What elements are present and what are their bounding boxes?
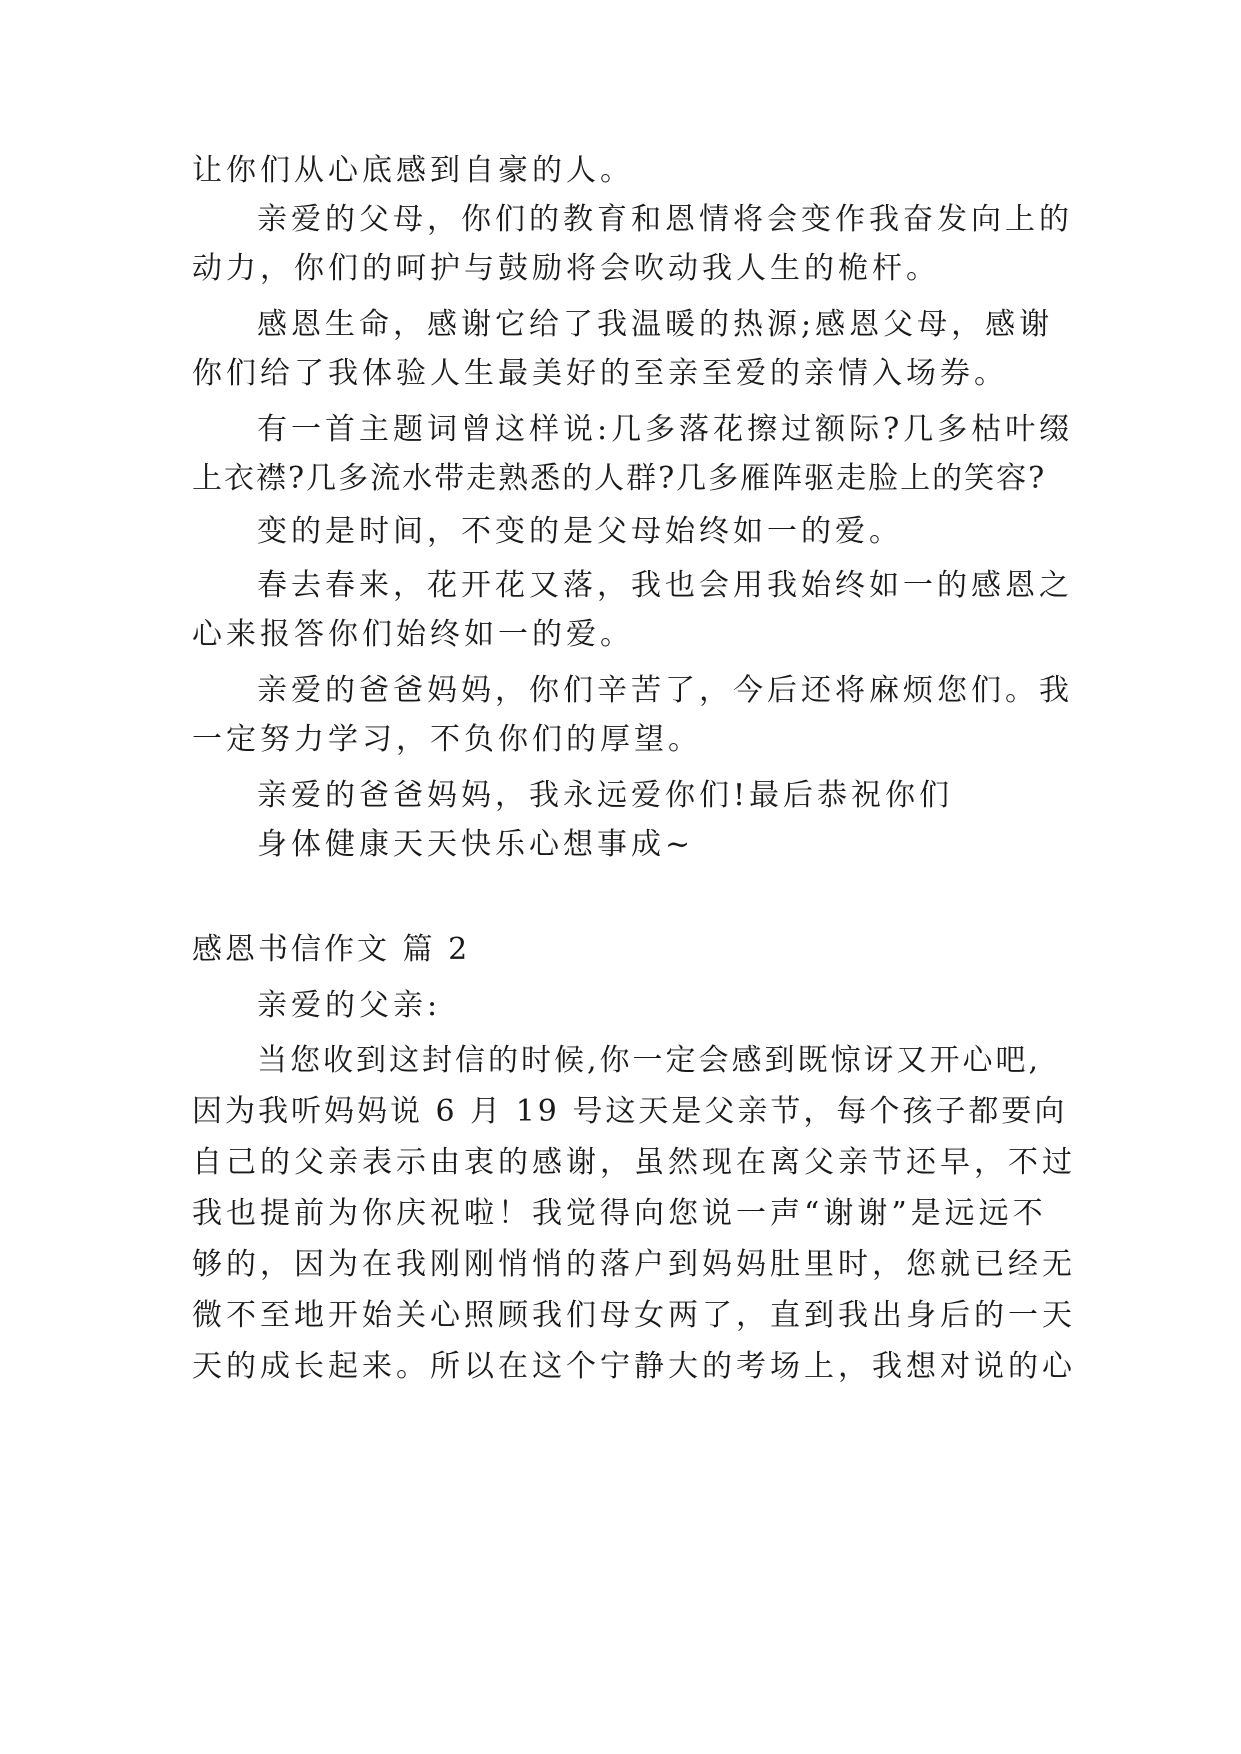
- section-title: 感恩书信作文 篇 2: [192, 932, 471, 967]
- paragraph-line: 自己的父亲表示由衷的感谢，虽然现在离父亲节还早，不过: [192, 1145, 1076, 1180]
- paragraph-line: 上衣襟?几多流水带走熟悉的人群?几多雁阵驱走脸上的笑容?: [192, 461, 1047, 496]
- salutation: 亲爱的父亲:: [257, 988, 442, 1023]
- paragraph-line: 一定努力学习，不负你们的厚望。: [192, 722, 702, 757]
- paragraph-line: 有一首主题词曾这样说:几多落花擦过额际?几多枯叶缀: [257, 412, 1074, 447]
- paragraph-line: 亲爱的父母，你们的教育和恩情将会变作我奋发向上的: [257, 202, 1073, 237]
- paragraph-line: 够的，因为在我刚刚悄悄的落户到妈妈肚里时，您就已经无: [192, 1247, 1076, 1282]
- paragraph-line: 你们给了我体验人生最美好的至亲至爱的亲情入场券。: [192, 356, 1008, 391]
- paragraph-line: 微不至地开始关心照顾我们母女两了，直到我出身后的一天: [192, 1298, 1076, 1333]
- paragraph-line: 春去春来，花开花又落，我也会用我始终如一的感恩之: [257, 568, 1073, 603]
- paragraph-line: 亲爱的爸爸妈妈，你们辛苦了，今后还将麻烦您们。我: [257, 673, 1073, 708]
- paragraph-line: 动力，你们的呵护与鼓励将会吹动我人生的桅杆。: [192, 251, 940, 286]
- paragraph-line: 因为我听妈妈说 6 月 19 号这天是父亲节，每个孩子都要向: [192, 1094, 1068, 1129]
- paragraph-line: 当您收到这封信的时候,你一定会感到既惊讶又开心吧,: [257, 1043, 1042, 1078]
- paragraph-line: 天的成长起来。所以在这个宁静大的考场上，我想对说的心: [192, 1349, 1076, 1384]
- paragraph-line: 变的是时间，不变的是父母始终如一的爱。: [257, 514, 903, 549]
- paragraph-line: 让你们从心底感到自豪的人。: [192, 153, 634, 188]
- paragraph-line: 我也提前为你庆祝啦！我觉得向您说一声“谢谢”是远远不: [192, 1196, 1047, 1231]
- paragraph-line: 心来报答你们始终如一的爱。: [192, 617, 634, 652]
- paragraph-line: 身体健康天天快乐心想事成~: [257, 827, 695, 862]
- paragraph-line: 亲爱的爸爸妈妈，我永远爱你们!最后恭祝你们: [257, 778, 954, 813]
- paragraph-line: 感恩生命，感谢它给了我温暖的热源;感恩父母，感谢: [257, 307, 1054, 342]
